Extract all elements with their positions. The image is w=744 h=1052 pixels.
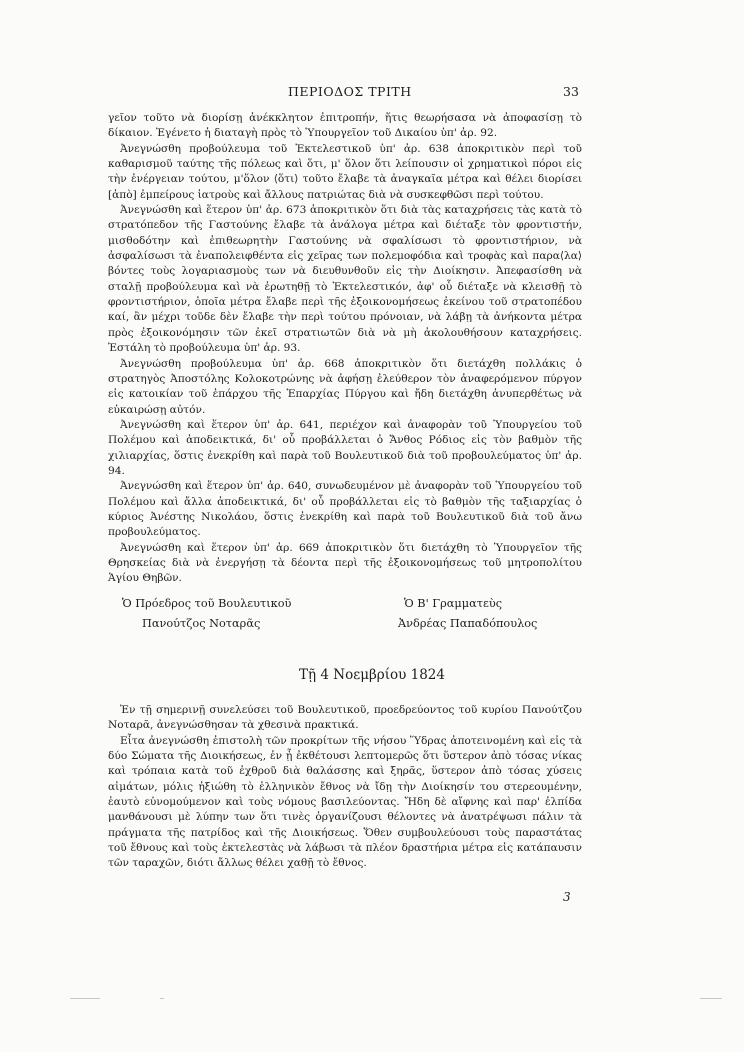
paragraph: Ἐν τῇ σημερινῇ συνελεύσει τοῦ Βουλευτικοῦ, προεδρεύοντος τοῦ κυρίου Πανούτζου Νοταρᾶ, ἀνεγνώσθησαν τὰ χθεσινὰ πρακτικά.: [108, 704, 582, 732]
session-date-heading: Τῇ 4 Νοεμβρίου 1824: [299, 667, 445, 683]
paragraph: Ἀνεγνώσθη προβούλευμα ὑπ' ἀρ. 668 ἀποκριτικὸν ὅτι διετάχθη πολλάκις ὁ στρατηγὸς Ἀποστόλης Κολοκοτρώνης νὰ ἀφήσῃ ἐλεύθερον τὸν ἀναφερόμενον πύργον εἰς κατοικίαν τοῦ ἐπάρχου τῆς Ἐπαρχίας Πύργου καὶ ἤδη διετάχθη ἀνυπερθέτως νὰ εὐκαιρώσῃ αὐτόν.: [108, 357, 582, 416]
scan-artifact: [700, 998, 722, 999]
paragraph: Ἀνεγνώσθη προβούλευμα τοῦ Ἐκτελεστικοῦ ὑπ' ἀρ. 638 ἀποκριτικὸν περὶ τοῦ καθαρισμοῦ ταύτης τῆς πόλεως καὶ ὅτι, μ' ὅλον ὅτι λείπουσιν οἱ χρηματικοὶ πόροι εἰς τὴν ἐνέργειαν τούτου, μ'ὅλον ⟨ὅτι⟩ τοῦτο ἔλαβε τὰ ἀναγκαῖα μέτρα καὶ θέλει διορίσει [ἀπὸ] ἐμπείρους ἰατροὺς καὶ ἄλλους πατριώτας διὰ νὰ συσκεφθῶσι περὶ τούτου.: [108, 142, 582, 201]
page-number: 33: [563, 84, 579, 99]
paragraph: Ἀνεγνώσθη καὶ ἕτερον ὑπ' ἀρ. 669 ἀποκριτικὸν ὅτι διετάχθη τὸ Ὑπουργεῖον τῆς Θρησκείας διὰ νὰ ἐνεργήσῃ τὰ δέοντα περὶ τῆς ἐξοικονομήσεως τοῦ μητροπολίτου Ἁγίου Θηβῶν.: [108, 541, 582, 585]
minutes-section-one: [108, 111, 582, 587]
paragraph: Ἀνεγνώσθη καὶ ἕτερον ὑπ' ἀρ. 641, περιέχον καὶ ἀναφορὰν τοῦ Ὑπουργείου τοῦ Πολέμου καὶ ἀποδεικτικά, δι' οὗ προβάλλεται ὁ Ἄνθος Ρόδιος εἰς τὸν βαθμὸν τῆς χιλιαρχίας, ὅστις ἐνεκρίθη καὶ παρὰ τοῦ Βουλευτικοῦ διὰ τοῦ προβουλεύματος ὑπ' ἀρ. 94.: [108, 418, 582, 477]
paragraph: γεῖον τοῦτο νὰ διορίσῃ ἀνέκκλητον ἐπιτροπήν, ἥτις θεωρήσασα νὰ ἀποφασίσῃ τὸ δίκαιον. Ἐγένετο ἡ διαταγὴ πρὸς τὸ Ὑπουργεῖον τοῦ Δικαίου ὑπ' ἀρ. 92.: [108, 112, 582, 140]
scan-artifact: [160, 998, 164, 999]
president-title: Ὁ Πρόεδρος τοῦ Βουλευτικοῦ: [122, 597, 292, 610]
paragraph: Ἀνεγνώσθη καὶ ἕτερον ὑπ' ἀρ. 673 ἀποκριτικὸν ὅτι διὰ τὰς καταχρήσεις τὰς κατὰ τὸ στρατόπεδον τῆς Γαστούνης ἔλαβε τὰ ἀνάλογα μέτρα καὶ διέταξε τὸν φροντιστήν, μισθοδότην καὶ ἐπιθεωρητὴν Γαστούνης νὰ σφαλίσωσι τὸ φροντιστήριον, νὰ ἀσφαλίσωσι τὰ ἐναπολειφθέντα εἰς χεῖρας των πολεμοφόδια καὶ τροφὰς καὶ παρα⟨λα⟩βόντες τοὺς λογαριασμοὺς των νὰ διευθυνθοῦν εἰς τὴν Διοίκησιν. Ἀπεφασίσθη νὰ σταλῇ προβούλευμα καὶ νὰ ἐρωτηθῇ τὸ Ἐκτελεστικόν, ἀφ' οὗ διέταξε νὰ κλεισθῇ τὸ φροντιστήριον, ὁποῖα μέτρα ἔλαβε περὶ τῆς ἐξοικονομήσεως ἐκείνου τοῦ στρατοπέδου καί, ἂν μέχρι τοῦδε δὲν ἔλαβε τὴν περὶ τούτου πρόνοιαν, νὰ λάβῃ τὰ ἀνήκοντα μέτρα πρὸς ἐξοικονόμησιν τῶν ἐκεῖ στρατιωτῶν διὰ νὰ μὴ ἀκολουθήσουν καταχρήσεις. Ἐστάλη τὸ προβούλευμα ὑπ' ἀρ. 93.: [108, 204, 582, 355]
secretary-signature-block: [398, 594, 537, 634]
president-name: Πανούτζος Νοταρᾶς: [142, 617, 261, 630]
secretary-name: Ἀνδρέας Παπαδόπουλος: [398, 617, 538, 630]
running-title: ΠΕΡΙΟΔΟΣ ΤΡΙΤΗ: [288, 84, 412, 99]
minutes-section-two: [108, 703, 582, 872]
president-signature-block: [122, 594, 291, 634]
paragraph: Ἀνεγνώσθη καὶ ἕτερον ὑπ' ἀρ. 640, συνωδευμένον μὲ ἀναφορὰν τοῦ Ὑπουργείου τοῦ Πολέμου καὶ ἄλλα ἀποδεικτικά, δι' οὗ προβάλλεται εἰς τὸ βαθμὸν τῆς ταξιαρχίας ὁ κύριος Ἀνέστης Νικολάου, ὅστις ἐνεκρίθη καὶ παρὰ τοῦ Βουλευτικοῦ διὰ τοῦ ἄνω προβουλεύματος.: [108, 480, 582, 539]
printer-signature-mark: 3: [563, 890, 571, 904]
paragraph: Εἶτα ἀνεγνώσθη ἐπιστολὴ τῶν προκρίτων τῆς νήσου Ὕδρας ἀποτεινομένη καὶ εἰς τὰ δύο Σώματα τῆς Διοικήσεως, ἐν ᾗ ἐκθέτουσι λεπτομερῶς ὅτι ὕστερον ἀπὸ τόσας νίκας καὶ τρόπαια κατὰ τοῦ ἐχθροῦ διὰ θαλάσσης καὶ ξηρᾶς, ὕστερον ἀπὸ τόσας χύσεις αἱμάτων, μόλις ἠξιώθη τὸ ἑλληνικὸν ἔθνος νὰ ἴδῃ τὴν Διοίκησίν του στερεουμένην, ἑαυτὸ εὐνομούμενον καὶ τοὺς νόμους βασιλεύοντας. Ἤδη δὲ αἴφνης καὶ παρ' ἐλπίδα μανθάνουσι μὲ λύπην των ὅτι τινὲς ὀργανίζουσι θέλοντες νὰ ἀνατρέψωσι πάλιν τὰ πράγματα τῆς πατρίδος καὶ τῆς Διοικήσεως. Ὅθεν συμβουλεύουσι τοὺς παραστάτας τοῦ ἔθνους καὶ τοὺς ἐκτελεστὰς νὰ λάβωσι τὰ πλέον δραστήρια μέτρα εἰς κατάπαυσιν τῶν ταραχῶν, διότι ἄλλως θέλει χαθῇ τὸ ἔθνος.: [108, 734, 582, 870]
scan-artifact: [70, 998, 100, 999]
secretary-title: Ὁ Β' Γραμματεὺς: [404, 597, 503, 610]
